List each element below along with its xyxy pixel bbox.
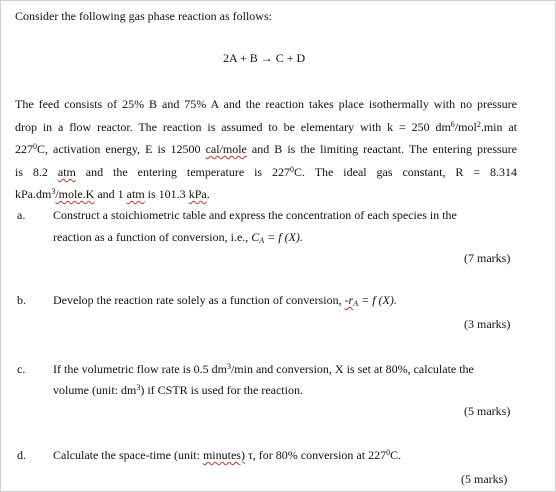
question-c-line-2	[53, 383, 303, 397]
question-text: Develop the reaction rate solely as a function of conversion,	[53, 293, 345, 307]
question-text: τ, for 80% conversion at 227	[244, 448, 387, 462]
reaction-equation: 2A + B → C + D	[223, 51, 306, 65]
paragraph-text: is 8.2	[15, 165, 58, 179]
superscript: 6	[450, 120, 455, 129]
paragraph-line-5	[15, 187, 210, 201]
superscript: 3	[51, 187, 56, 196]
paragraph-text: and the entering temperature is 227	[75, 165, 291, 179]
superscript: 0	[290, 165, 295, 174]
paragraph-text: is 101.3	[144, 187, 189, 201]
question-a-line-2	[53, 230, 303, 244]
question-d-marks: (5 marks)	[461, 472, 508, 486]
paragraph-text: and 1	[94, 187, 127, 201]
subscript: A	[353, 299, 359, 308]
question-text: If the volumetric flow rate is 0.5 dm	[53, 362, 227, 376]
spellcheck-word: minutes)	[202, 448, 245, 462]
paragraph-text: and B is the limiting reactant. The entering pressure	[246, 142, 517, 156]
question-a-line-1: Construct a stoichiometric table and express the concentration of each species in the	[53, 208, 457, 222]
spellcheck-word: cal/mole	[205, 142, 247, 156]
subscript: A	[259, 236, 265, 245]
paragraph-text: C. The ideal gas constant, R = 8.314	[294, 165, 517, 179]
question-b-marks: (3 marks)	[464, 317, 511, 331]
question-text: reaction as a function of conversion, i.e.,	[53, 230, 252, 244]
question-d-letter: d.	[17, 448, 26, 462]
spellcheck-word: atm	[57, 165, 76, 179]
paragraph-line-1	[15, 97, 517, 111]
paragraph-text: .min at	[480, 120, 517, 134]
math-variable: -r	[344, 293, 354, 307]
paragraph-line-3	[15, 142, 517, 156]
question-b-line-1	[53, 293, 397, 307]
paragraph-text: kPa.dm	[15, 187, 52, 201]
question-a-letter: a.	[17, 208, 26, 222]
paragraph-text: drop in a flow reactor. The reaction is assumed to be elementary with k = 250 dm	[15, 120, 451, 134]
superscript: 2	[476, 120, 481, 129]
question-text: Calculate the space-time (unit:	[53, 448, 203, 462]
question-c-letter: c.	[17, 362, 26, 376]
paragraph-text: /mol	[454, 120, 477, 134]
superscript: 3	[136, 383, 141, 392]
question-text: /min and conversion, X is set at 80%, calculate the	[230, 362, 474, 376]
question-c-line-1	[53, 362, 474, 376]
question-text: C.	[390, 448, 402, 462]
spellcheck-word: /mole.K	[55, 187, 95, 201]
superscript: 0	[33, 142, 37, 151]
question-a-marks: (7 marks)	[464, 251, 511, 265]
paragraph-text: .	[206, 187, 210, 201]
paragraph-line-2	[15, 120, 517, 134]
spellcheck-word: atm	[126, 187, 145, 201]
question-d-line-1	[53, 448, 401, 462]
superscript: 0	[386, 448, 391, 457]
paragraph-text: C, activation energy, E is 12500	[37, 142, 206, 156]
paragraph-line-4	[15, 165, 517, 179]
paragraph-text: The feed consists of 25% B and 75% A and the reaction takes place isothermally with no pressure	[15, 97, 517, 111]
question-text: volume (unit: dm	[53, 383, 137, 397]
question-text: ) if CSTR is used for the reaction.	[140, 383, 303, 397]
question-c-marks: (5 marks)	[464, 404, 511, 418]
math-variable: C	[251, 230, 260, 244]
math-expression: = f (X).	[358, 293, 397, 307]
intro-text: Consider the following gas phase reaction as follows:	[15, 9, 272, 23]
question-b-letter: b.	[17, 293, 26, 307]
superscript: 3	[226, 362, 231, 371]
paragraph-text: 227	[15, 142, 33, 156]
spellcheck-word: kPa	[188, 187, 207, 201]
math-expression: = f (X).	[264, 230, 303, 244]
